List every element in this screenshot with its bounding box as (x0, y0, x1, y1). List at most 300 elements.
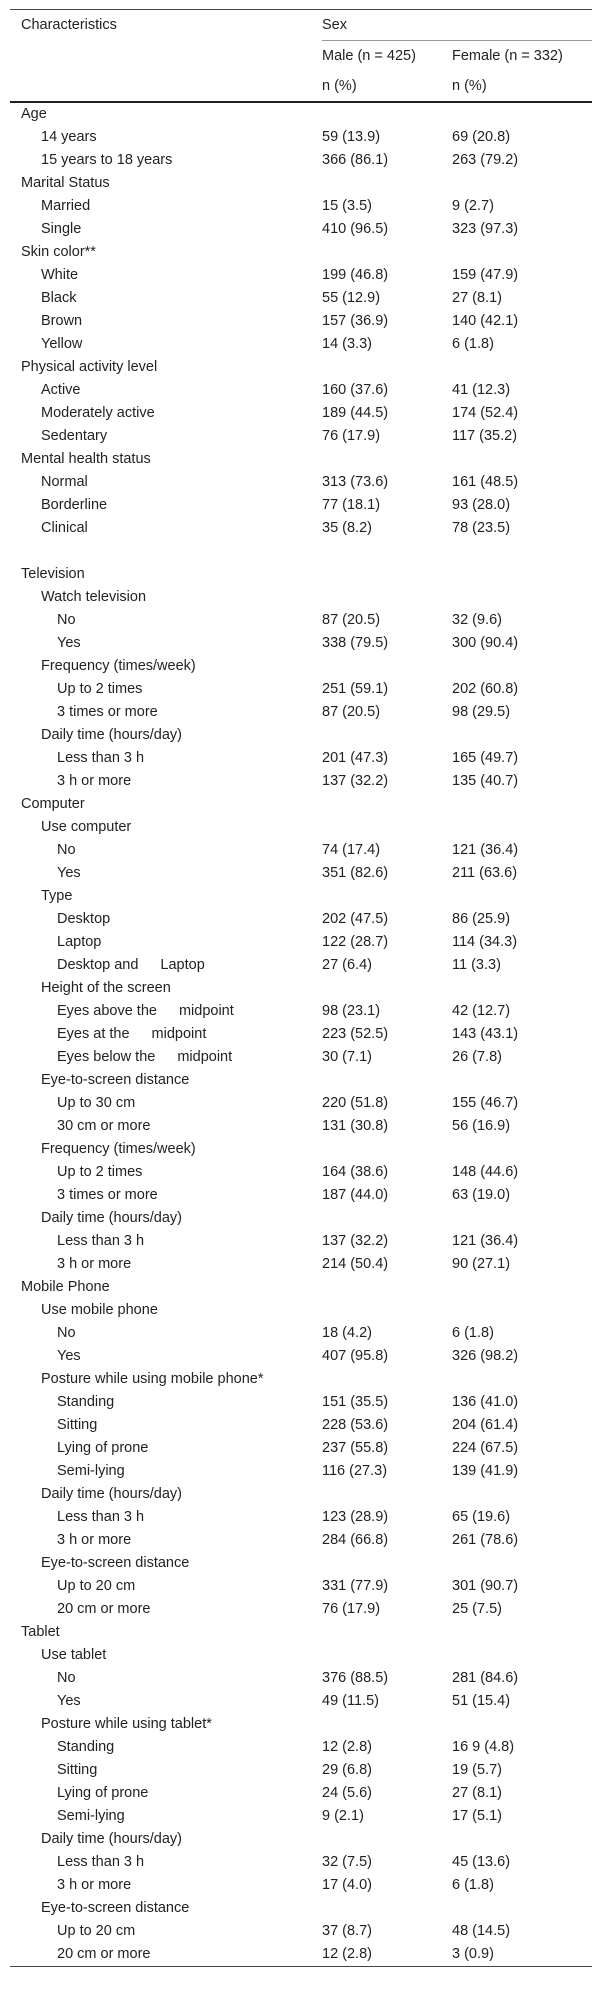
row-label-text-continued: Laptop (160, 957, 205, 973)
male-value (322, 793, 452, 816)
male-value: 12 (2.8) (322, 1943, 452, 1967)
header-blank (10, 41, 322, 72)
female-value: 261 (78.6) (452, 1532, 519, 1548)
table-row (10, 563, 592, 586)
male-value: 9 (2.1) (322, 1808, 364, 1824)
male-value (322, 1828, 452, 1851)
row-label-text: Semi-lying (57, 1463, 125, 1479)
table-row (10, 149, 592, 172)
male-value: 29 (6.8) (322, 1762, 372, 1778)
female-value: 86 (25.9) (452, 911, 511, 927)
row-label-text: Daily time (hours/day) (41, 727, 183, 743)
row-label-text: Less than 3 h (57, 1854, 145, 1870)
row-label-text: 3 times or more (57, 1187, 158, 1203)
male-value: 37 (8.7) (322, 1923, 372, 1939)
table-row (10, 1713, 592, 1736)
row-label (10, 724, 322, 747)
female-value: 114 (34.3) (452, 934, 518, 950)
table-row (10, 1299, 592, 1322)
male-value: 157 (36.9) (322, 313, 389, 329)
female-value: 211 (63.6) (452, 865, 518, 881)
male-value (322, 540, 452, 563)
female-value: 139 (41.9) (452, 1463, 519, 1479)
row-label-text: White (41, 267, 79, 283)
table-row (10, 517, 592, 540)
table-row (10, 1161, 592, 1184)
row-label-text: Up to 30 cm (57, 1095, 136, 1111)
table-row (10, 1828, 592, 1851)
table-row (10, 770, 592, 793)
female-value (452, 1069, 592, 1092)
table-row (10, 793, 592, 816)
female-value: 26 (7.8) (452, 1049, 502, 1065)
row-label-text: Less than 3 h (57, 1509, 145, 1525)
table-row (10, 701, 592, 724)
table-row (10, 885, 592, 908)
row-label (10, 149, 322, 172)
male-value: 338 (79.5) (322, 635, 389, 651)
row-label-text: Married (41, 198, 91, 214)
male-value (322, 586, 452, 609)
male-value: 251 (59.1) (322, 681, 389, 697)
female-value: 301 (90.7) (452, 1578, 519, 1594)
table-row (10, 1437, 592, 1460)
table-row (10, 218, 592, 241)
male-value: 122 (28.7) (322, 934, 389, 950)
row-label-text: Single (41, 221, 82, 237)
row-label (10, 1023, 322, 1046)
table-row (10, 1667, 592, 1690)
row-label (10, 379, 322, 402)
header-row-groups (10, 41, 592, 72)
female-value (452, 885, 592, 908)
male-value: 223 (52.5) (322, 1026, 389, 1042)
female-value: 6 (1.8) (452, 336, 494, 352)
row-label (10, 102, 322, 126)
row-label-text: Brown (41, 313, 83, 329)
row-label (10, 862, 322, 885)
male-value: 201 (47.3) (322, 750, 389, 766)
row-label-text: Eye-to-screen distance (41, 1555, 190, 1571)
row-label-text: Computer (21, 796, 85, 812)
row-label (10, 908, 322, 931)
row-label (10, 172, 322, 195)
row-label-text: Frequency (times/week) (41, 1141, 196, 1157)
row-label (10, 1667, 322, 1690)
female-value: 202 (60.8) (452, 681, 519, 697)
row-label (10, 655, 322, 678)
male-value: 76 (17.9) (322, 428, 381, 444)
male-value (322, 1299, 452, 1322)
female-value: 204 (61.4) (452, 1417, 519, 1433)
row-label (10, 195, 322, 218)
row-label-text: Eye-to-screen distance (41, 1072, 190, 1088)
row-label (10, 1345, 322, 1368)
row-label (10, 310, 322, 333)
table-row (10, 494, 592, 517)
female-value: 300 (90.4) (452, 635, 519, 651)
row-label-text: Normal (41, 474, 88, 490)
table-row (10, 1759, 592, 1782)
male-value: 49 (11.5) (322, 1693, 379, 1709)
row-label-text: Standing (57, 1739, 115, 1755)
table-row (10, 172, 592, 195)
male-value: 284 (66.8) (322, 1532, 389, 1548)
table-row (10, 747, 592, 770)
table-row (10, 1621, 592, 1644)
row-label-text: Use computer (41, 819, 132, 835)
male-value (322, 1621, 452, 1644)
table-row (10, 1598, 592, 1621)
row-label-text: 14 years (41, 129, 97, 145)
table-row (10, 1000, 592, 1023)
row-label (10, 701, 322, 724)
table-row (10, 471, 592, 494)
header-row-units (10, 71, 592, 102)
male-value: 76 (17.9) (322, 1601, 381, 1617)
table-row (10, 1851, 592, 1874)
row-label (10, 954, 322, 977)
table-row (10, 1529, 592, 1552)
female-value (452, 1207, 592, 1230)
row-label (10, 1782, 322, 1805)
table-row (10, 1391, 592, 1414)
female-value: 27 (8.1) (452, 1785, 502, 1801)
male-value (322, 563, 452, 586)
female-value: 165 (49.7) (452, 750, 519, 766)
table-row (10, 1460, 592, 1483)
row-label (10, 356, 322, 379)
female-value: 117 (35.2) (452, 428, 518, 444)
table-row (10, 678, 592, 701)
male-value: 151 (35.5) (322, 1394, 389, 1410)
row-label (10, 1943, 322, 1967)
female-value (452, 102, 592, 126)
row-label-text: 15 years to 18 years (41, 152, 173, 168)
male-value: 87 (20.5) (322, 612, 381, 628)
male-value: 35 (8.2) (322, 520, 372, 536)
table-row (10, 356, 592, 379)
row-label (10, 287, 322, 310)
male-value: 24 (5.6) (322, 1785, 372, 1801)
male-value: 164 (38.6) (322, 1164, 389, 1180)
table-row (10, 241, 592, 264)
row-label (10, 218, 322, 241)
row-label (10, 1805, 322, 1828)
male-value: 137 (32.2) (322, 773, 389, 789)
table-row (10, 1046, 592, 1069)
female-value: 42 (12.7) (452, 1003, 511, 1019)
row-label (10, 816, 322, 839)
row-label (10, 586, 322, 609)
row-label (10, 126, 322, 149)
row-label (10, 1069, 322, 1092)
row-label (10, 931, 322, 954)
table-row (10, 264, 592, 287)
row-label (10, 1184, 322, 1207)
male-value: 187 (44.0) (322, 1187, 389, 1203)
table-row (10, 1575, 592, 1598)
male-value: 131 (30.8) (322, 1118, 389, 1134)
row-label (10, 1437, 322, 1460)
male-value (322, 1368, 452, 1391)
table-row (10, 310, 592, 333)
row-label (10, 1276, 322, 1299)
table-row (10, 1115, 592, 1138)
row-label-text: Mental health status (21, 451, 151, 467)
female-value (452, 1897, 592, 1920)
table-row (10, 908, 592, 931)
row-label-text: Less than 3 h (57, 750, 145, 766)
table-row (10, 425, 592, 448)
male-value: 407 (95.8) (322, 1348, 389, 1364)
row-label (10, 402, 322, 425)
female-value: 41 (12.3) (452, 382, 511, 398)
table-row (10, 379, 592, 402)
row-label-text: No (57, 1325, 76, 1341)
table-row (10, 816, 592, 839)
male-value: 17 (4.0) (322, 1877, 372, 1893)
table-row (10, 1897, 592, 1920)
row-label (10, 1046, 322, 1069)
header-blank-2 (10, 71, 322, 102)
row-label-text-continued: midpoint (178, 1003, 234, 1019)
female-value (452, 448, 592, 471)
female-value: 6 (1.8) (452, 1877, 494, 1893)
row-label (10, 1115, 322, 1138)
row-label (10, 1759, 322, 1782)
table-row (10, 1690, 592, 1713)
row-label (10, 1598, 322, 1621)
table-row (10, 1092, 592, 1115)
row-label-text: Black (41, 290, 77, 306)
table-row (10, 931, 592, 954)
header-female: Female (n = 332) (452, 48, 563, 64)
row-label-text: Frequency (times/week) (41, 658, 196, 674)
row-label (10, 1368, 322, 1391)
male-value: 220 (51.8) (322, 1095, 389, 1111)
male-value: 15 (3.5) (322, 198, 372, 214)
table-row (10, 1368, 592, 1391)
row-label-text: Up to 2 times (57, 681, 143, 697)
male-value: 351 (82.6) (322, 865, 389, 881)
table-row (10, 839, 592, 862)
female-value: 323 (97.3) (452, 221, 519, 237)
female-value (452, 241, 592, 264)
row-label (10, 241, 322, 264)
row-label (10, 1299, 322, 1322)
table-row (10, 1184, 592, 1207)
row-label-text: Television (21, 566, 85, 582)
male-value: 116 (27.3) (322, 1463, 388, 1479)
row-label-text: Use tablet (41, 1647, 107, 1663)
row-label (10, 1138, 322, 1161)
table-row (10, 1414, 592, 1437)
female-value: 48 (14.5) (452, 1923, 511, 1939)
female-value (452, 1644, 592, 1667)
male-value: 313 (73.6) (322, 474, 389, 490)
male-value: 30 (7.1) (322, 1049, 372, 1065)
row-label (10, 1552, 322, 1575)
header-unit-male: n (%) (322, 71, 452, 102)
female-value (452, 724, 592, 747)
row-label-text: Standing (57, 1394, 115, 1410)
male-value: 12 (2.8) (322, 1739, 372, 1755)
row-label-text: Up to 20 cm (57, 1578, 136, 1594)
row-label-text: Sedentary (41, 428, 108, 444)
female-value: 3 (0.9) (452, 1943, 592, 1967)
female-value (452, 1552, 592, 1575)
table-row (10, 448, 592, 471)
row-label (10, 632, 322, 655)
male-value: 123 (28.9) (322, 1509, 389, 1525)
female-value: 263 (79.2) (452, 152, 519, 168)
female-value (452, 1368, 592, 1391)
male-value: 199 (46.8) (322, 267, 389, 283)
row-label-text-continued: midpoint (151, 1026, 207, 1042)
male-value: 189 (44.5) (322, 405, 389, 421)
row-label-text: Tablet (21, 1624, 60, 1640)
male-value (322, 1713, 452, 1736)
male-value: 331 (77.9) (322, 1578, 389, 1594)
row-label-text: No (57, 612, 76, 628)
female-value (452, 1828, 592, 1851)
female-value (452, 172, 592, 195)
male-value (322, 102, 452, 126)
row-label-text: 3 h or more (57, 1877, 132, 1893)
female-value (452, 1713, 592, 1736)
row-label-text: Daily time (hours/day) (41, 1831, 183, 1847)
female-value (452, 977, 592, 1000)
row-label-text: Up to 20 cm (57, 1923, 136, 1939)
row-label-text: Lying of prone (57, 1785, 149, 1801)
table-row (10, 954, 592, 977)
row-label-text: Less than 3 h (57, 1233, 145, 1249)
row-label (10, 1828, 322, 1851)
row-label-text: Daily time (hours/day) (41, 1210, 183, 1226)
female-value: 121 (36.4) (452, 842, 519, 858)
table-row (10, 1138, 592, 1161)
table-row (10, 655, 592, 678)
table-row (10, 862, 592, 885)
row-label-text: Eyes at the (57, 1026, 130, 1042)
row-label-text: Height of the screen (41, 980, 171, 996)
male-value: 32 (7.5) (322, 1854, 372, 1870)
male-value (322, 448, 452, 471)
male-value: 376 (88.5) (322, 1670, 389, 1686)
row-label (10, 1621, 322, 1644)
table-row (10, 586, 592, 609)
female-value: 16 9 (4.8) (452, 1739, 515, 1755)
row-label (10, 678, 322, 701)
row-label-text: Lying of prone (57, 1440, 149, 1456)
row-label (10, 1483, 322, 1506)
row-label-text: 20 cm or more (57, 1601, 151, 1617)
row-label (10, 793, 322, 816)
row-label-text: Posture while using mobile phone* (41, 1371, 264, 1387)
row-label-text: Daily time (hours/day) (41, 1486, 183, 1502)
table-row (10, 1874, 592, 1897)
row-label-text: Sitting (57, 1417, 98, 1433)
male-value: 160 (37.6) (322, 382, 389, 398)
row-label-text: Mobile Phone (21, 1279, 110, 1295)
female-value: 174 (52.4) (452, 405, 519, 421)
female-value (452, 540, 592, 563)
female-value: 93 (28.0) (452, 497, 511, 513)
row-label-text: Marital Status (21, 175, 110, 191)
male-value: 27 (6.4) (322, 957, 372, 973)
row-label (10, 540, 322, 563)
row-label-text: Posture while using tablet* (41, 1716, 212, 1732)
row-label (10, 747, 322, 770)
row-label-text: Use mobile phone (41, 1302, 158, 1318)
male-value: 214 (50.4) (322, 1256, 389, 1272)
female-value: 159 (47.9) (452, 267, 519, 283)
male-value (322, 356, 452, 379)
row-label-text: Semi-lying (57, 1808, 125, 1824)
female-value (452, 586, 592, 609)
table-row (10, 1920, 592, 1943)
female-value: 224 (67.5) (452, 1440, 519, 1456)
male-value: 77 (18.1) (322, 497, 381, 513)
male-value: 237 (55.8) (322, 1440, 389, 1456)
row-label (10, 1897, 322, 1920)
row-label (10, 885, 322, 908)
row-label (10, 425, 322, 448)
row-label-text: 3 times or more (57, 704, 158, 720)
table-row (10, 1782, 592, 1805)
row-label-text: Type (41, 888, 73, 904)
row-label-text: Desktop and (57, 957, 139, 973)
row-label (10, 977, 322, 1000)
female-value: 51 (15.4) (452, 1693, 511, 1709)
table-row (10, 1322, 592, 1345)
row-label (10, 1207, 322, 1230)
table-row (10, 1805, 592, 1828)
header-sex: Sex (322, 10, 592, 41)
female-value: 17 (5.1) (452, 1808, 502, 1824)
female-value (452, 356, 592, 379)
table-row (10, 1506, 592, 1529)
row-label (10, 609, 322, 632)
female-value: 78 (23.5) (452, 520, 511, 536)
row-label (10, 1230, 322, 1253)
male-value: 410 (96.5) (322, 221, 389, 237)
female-value: 65 (19.6) (452, 1509, 511, 1525)
male-value (322, 1483, 452, 1506)
row-label-text: Age (21, 106, 47, 122)
row-label-text: No (57, 1670, 76, 1686)
row-label-text: 3 h or more (57, 1532, 132, 1548)
row-label (10, 333, 322, 356)
male-value: 202 (47.5) (322, 911, 389, 927)
row-label (10, 1460, 322, 1483)
female-value (452, 1621, 592, 1644)
row-label-text: Yes (57, 865, 81, 881)
row-label (10, 1000, 322, 1023)
female-value: 281 (84.6) (452, 1670, 519, 1686)
row-label (10, 471, 322, 494)
female-value: 27 (8.1) (452, 290, 502, 306)
female-value (452, 793, 592, 816)
row-label (10, 1644, 322, 1667)
male-value: 59 (13.9) (322, 129, 381, 145)
table-row (10, 540, 592, 563)
female-value: 25 (7.5) (452, 1601, 502, 1617)
table-row (10, 977, 592, 1000)
row-label (10, 517, 322, 540)
female-value (452, 1138, 592, 1161)
